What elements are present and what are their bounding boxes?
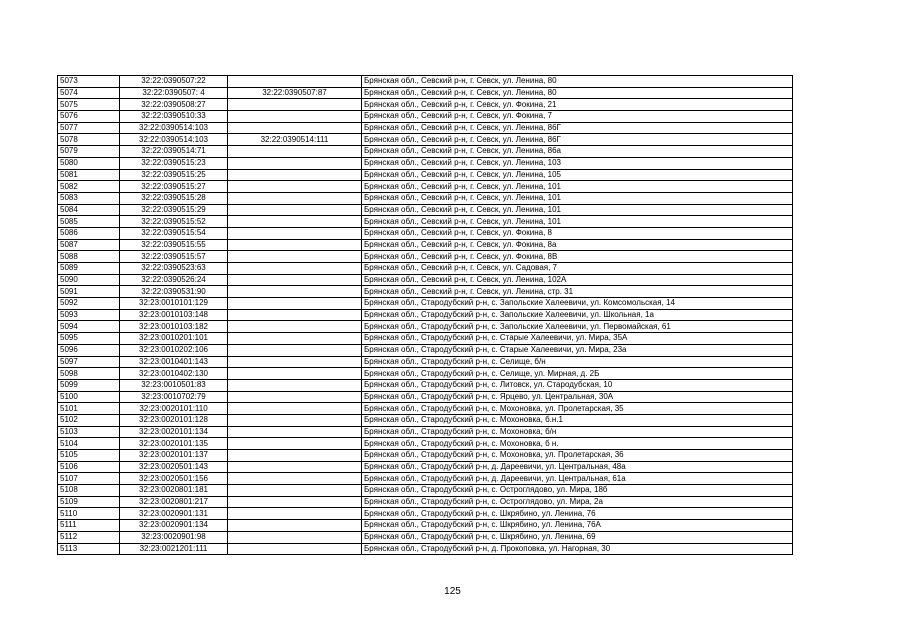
address-cell: Брянская обл., Севский р-н, г. Севск, ул. Ленина, 86а xyxy=(362,146,793,158)
row-number-cell: 5111 xyxy=(58,520,120,532)
table-row xyxy=(58,134,793,146)
address-cell: Брянская обл., Стародубский р-н, с. Мохоновка, б/н xyxy=(362,426,793,438)
row-number-cell: 5109 xyxy=(58,496,120,508)
cadastral-number-cell: 32:23:0010103:148 xyxy=(120,309,228,321)
cadastral-number-cell: 32:22:0390515:54 xyxy=(120,227,228,239)
address-cell: Брянская обл., Севский р-н, г. Севск, ул. Фокина, 8В xyxy=(362,251,793,263)
table-row xyxy=(58,87,793,99)
cadastral-number-cell: 32:23:0010501:83 xyxy=(120,379,228,391)
cadastral-number-cell: 32:22:0390515:27 xyxy=(120,181,228,193)
cadastral-number-cell: 32:23:0020101:128 xyxy=(120,414,228,426)
address-cell: Брянская обл., Севский р-н, г. Севск, ул. Фокина, 7 xyxy=(362,111,793,123)
address-cell: Брянская обл., Стародубский р-н, с. Запольские Халеевичи, ул. Первомайская, 61 xyxy=(362,321,793,333)
row-number-cell: 5112 xyxy=(58,531,120,543)
row-number-cell: 5076 xyxy=(58,111,120,123)
related-cadastral-number-cell xyxy=(228,496,362,508)
row-number-cell: 5099 xyxy=(58,379,120,391)
address-cell: Брянская обл., Стародубский р-н, с. Шкрябино, ул. Ленина, 69 xyxy=(362,531,793,543)
address-cell: Брянская обл., Стародубский р-н, с. Селище, б/н xyxy=(362,356,793,368)
related-cadastral-number-cell xyxy=(228,122,362,134)
row-number-cell: 5080 xyxy=(58,157,120,169)
cadastral-number-cell: 32:23:0020101:134 xyxy=(120,426,228,438)
address-cell: Брянская обл., Стародубский р-н, с. Старые Халеевичи, ул. Мира, 35А xyxy=(362,333,793,345)
cadastral-number-cell: 32:22:0390515:55 xyxy=(120,239,228,251)
related-cadastral-number-cell xyxy=(228,274,362,286)
address-cell: Брянская обл., Севский р-н, г. Севск, ул. Садовая, 7 xyxy=(362,263,793,275)
cadastral-number-cell: 32:22:0390514:103 xyxy=(120,134,228,146)
table-row xyxy=(58,76,793,88)
table-row xyxy=(58,438,793,450)
address-cell: Брянская обл., Севский р-н, г. Севск, ул. Фокина, 8 xyxy=(362,227,793,239)
related-cadastral-number-cell xyxy=(228,333,362,345)
address-cell: Брянская обл., Стародубский р-н, с. Мохоновка, б н. xyxy=(362,438,793,450)
address-cell: Брянская обл., Севский р-н, г. Севск, ул. Ленина, 102А xyxy=(362,274,793,286)
address-cell: Брянская обл., Севский р-н, г. Севск, ул. Ленина, 103 xyxy=(362,157,793,169)
table-row xyxy=(58,426,793,438)
address-cell: Брянская обл., Севский р-н, г. Севск, ул. Ленина, 101 xyxy=(362,204,793,216)
related-cadastral-number-cell xyxy=(228,450,362,462)
cadastral-number-cell: 32:22:0390515:57 xyxy=(120,251,228,263)
table-row xyxy=(58,344,793,356)
table-row xyxy=(58,379,793,391)
related-cadastral-number-cell xyxy=(228,520,362,532)
address-cell: Брянская обл., Стародубский р-н, с. Старые Халеевичи, ул. Мира, 23а xyxy=(362,344,793,356)
row-number-cell: 5103 xyxy=(58,426,120,438)
table-row xyxy=(58,309,793,321)
table-row xyxy=(58,204,793,216)
related-cadastral-number-cell xyxy=(228,379,362,391)
related-cadastral-number-cell xyxy=(228,508,362,520)
related-cadastral-number-cell xyxy=(228,543,362,555)
table-row xyxy=(58,356,793,368)
table-row xyxy=(58,473,793,485)
table-row xyxy=(58,157,793,169)
related-cadastral-number-cell xyxy=(228,239,362,251)
address-cell: Брянская обл., Стародубский р-н, с. Запольские Халеевичи, ул. Комсомольская, 14 xyxy=(362,298,793,310)
row-number-cell: 5098 xyxy=(58,368,120,380)
address-cell: Брянская обл., Стародубский р-н, с. Шкрябино, ул. Ленина, 76А xyxy=(362,520,793,532)
table-row xyxy=(58,99,793,111)
address-cell: Брянская обл., Севский р-н, г. Севск, ул. Фокина, 8а xyxy=(362,239,793,251)
table-row xyxy=(58,251,793,263)
cadastral-number-cell: 32:23:0020901:98 xyxy=(120,531,228,543)
table-row xyxy=(58,169,793,181)
row-number-cell: 5113 xyxy=(58,543,120,555)
row-number-cell: 5084 xyxy=(58,204,120,216)
address-cell: Брянская обл., Севский р-н, г. Севск, ул. Ленина, 80 xyxy=(362,76,793,88)
related-cadastral-number-cell: 32:22:0390507:87 xyxy=(228,87,362,99)
row-number-cell: 5083 xyxy=(58,192,120,204)
address-cell: Брянская обл., Стародубский р-н, с. Литовск, ул. Стародубская, 10 xyxy=(362,379,793,391)
row-number-cell: 5088 xyxy=(58,251,120,263)
cadastral-number-cell: 32:23:0020101:137 xyxy=(120,450,228,462)
cadastral-number-cell: 32:23:0010202:106 xyxy=(120,344,228,356)
cadastral-number-cell: 32:23:0010201:101 xyxy=(120,333,228,345)
row-number-cell: 5101 xyxy=(58,403,120,415)
table-row xyxy=(58,274,793,286)
cadastral-number-cell: 32:23:0010101:129 xyxy=(120,298,228,310)
table-row xyxy=(58,111,793,123)
row-number-cell: 5092 xyxy=(58,298,120,310)
table-row xyxy=(58,520,793,532)
table-row xyxy=(58,391,793,403)
table-row xyxy=(58,146,793,158)
table-row xyxy=(58,227,793,239)
cadastral-number-cell: 32:23:0010702:79 xyxy=(120,391,228,403)
table-row xyxy=(58,461,793,473)
related-cadastral-number-cell xyxy=(228,181,362,193)
cadastral-number-cell: 32:23:0010401:143 xyxy=(120,356,228,368)
cadastral-number-cell: 32:22:0390514:71 xyxy=(120,146,228,158)
related-cadastral-number-cell xyxy=(228,111,362,123)
related-cadastral-number-cell xyxy=(228,461,362,473)
related-cadastral-number-cell xyxy=(228,344,362,356)
table-row xyxy=(58,368,793,380)
related-cadastral-number-cell: 32:22:0390514:111 xyxy=(228,134,362,146)
related-cadastral-number-cell xyxy=(228,251,362,263)
cadastral-number-cell: 32:22:0390510:33 xyxy=(120,111,228,123)
cadastral-number-cell: 32:22:0390515:28 xyxy=(120,192,228,204)
address-cell: Брянская обл., Стародубский р-н, с. Селище, ул. Мирная, д. 2Б xyxy=(362,368,793,380)
address-cell: Брянская обл., Стародубский р-н, с. Остроглядово, ул. Мира, 2а xyxy=(362,496,793,508)
cadastral-number-cell: 32:22:0390508:27 xyxy=(120,99,228,111)
related-cadastral-number-cell xyxy=(228,146,362,158)
table-row xyxy=(58,333,793,345)
table-row xyxy=(58,543,793,555)
table-row xyxy=(58,531,793,543)
related-cadastral-number-cell xyxy=(228,192,362,204)
row-number-cell: 5108 xyxy=(58,485,120,497)
related-cadastral-number-cell xyxy=(228,76,362,88)
cadastral-number-cell: 32:23:0020901:131 xyxy=(120,508,228,520)
cadastral-number-cell: 32:23:0010103:182 xyxy=(120,321,228,333)
related-cadastral-number-cell xyxy=(228,169,362,181)
related-cadastral-number-cell xyxy=(228,391,362,403)
row-number-cell: 5105 xyxy=(58,450,120,462)
address-cell: Брянская обл., Стародубский р-н, д. Прокоповка, ул. Нагорная, 30 xyxy=(362,543,793,555)
cadastral-number-cell: 32:22:0390507:22 xyxy=(120,76,228,88)
cadastral-table xyxy=(57,75,793,555)
row-number-cell: 5085 xyxy=(58,216,120,228)
address-cell: Брянская обл., Севский р-н, г. Севск, ул. Фокина, 21 xyxy=(362,99,793,111)
cadastral-number-cell: 32:23:0020901:134 xyxy=(120,520,228,532)
table-row xyxy=(58,122,793,134)
table-row xyxy=(58,286,793,298)
related-cadastral-number-cell xyxy=(228,531,362,543)
address-cell: Брянская обл., Севский р-н, г. Севск, ул. Ленина, 105 xyxy=(362,169,793,181)
table-row xyxy=(58,414,793,426)
row-number-cell: 5094 xyxy=(58,321,120,333)
related-cadastral-number-cell xyxy=(228,414,362,426)
row-number-cell: 5110 xyxy=(58,508,120,520)
row-number-cell: 5073 xyxy=(58,76,120,88)
address-cell: Брянская обл., Стародубский р-н, с. Остроглядово, ул. Мира, 18б xyxy=(362,485,793,497)
cadastral-number-cell: 32:23:0020501:143 xyxy=(120,461,228,473)
table-row xyxy=(58,321,793,333)
row-number-cell: 5097 xyxy=(58,356,120,368)
page-number: 125 xyxy=(444,586,461,597)
address-cell: Брянская обл., Стародубский р-н, с. Мохоновка, б.н.1 xyxy=(362,414,793,426)
row-number-cell: 5093 xyxy=(58,309,120,321)
table-row xyxy=(58,216,793,228)
row-number-cell: 5102 xyxy=(58,414,120,426)
cadastral-number-cell: 32:22:0390515:52 xyxy=(120,216,228,228)
cadastral-number-cell: 32:22:0390515:25 xyxy=(120,169,228,181)
related-cadastral-number-cell xyxy=(228,204,362,216)
related-cadastral-number-cell xyxy=(228,309,362,321)
related-cadastral-number-cell xyxy=(228,321,362,333)
row-number-cell: 5090 xyxy=(58,274,120,286)
cadastral-number-cell: 32:22:0390507: 4 xyxy=(120,87,228,99)
table-row xyxy=(58,450,793,462)
row-number-cell: 5086 xyxy=(58,227,120,239)
related-cadastral-number-cell xyxy=(228,426,362,438)
related-cadastral-number-cell xyxy=(228,368,362,380)
cadastral-number-cell: 32:23:0021201:111 xyxy=(120,543,228,555)
row-number-cell: 5104 xyxy=(58,438,120,450)
table-row xyxy=(58,298,793,310)
address-cell: Брянская обл., Стародубский р-н, с. Мохоновка, ул. Пролетарская, 35 xyxy=(362,403,793,415)
table-row xyxy=(58,403,793,415)
row-number-cell: 5078 xyxy=(58,134,120,146)
row-number-cell: 5089 xyxy=(58,263,120,275)
cadastral-number-cell: 32:22:0390523:63 xyxy=(120,263,228,275)
address-cell: Брянская обл., Стародубский р-н, с. Мохоновка, ул. Пролетарская, 36 xyxy=(362,450,793,462)
cadastral-table-body xyxy=(58,76,793,555)
row-number-cell: 5091 xyxy=(58,286,120,298)
address-cell: Брянская обл., Севский р-н, г. Севск, ул. Ленина, 80 xyxy=(362,87,793,99)
address-cell: Брянская обл., Севский р-н, г. Севск, ул. Ленина, 101 xyxy=(362,216,793,228)
table-row xyxy=(58,181,793,193)
related-cadastral-number-cell xyxy=(228,99,362,111)
related-cadastral-number-cell xyxy=(228,403,362,415)
row-number-cell: 5077 xyxy=(58,122,120,134)
address-cell: Брянская обл., Севский р-н, г. Севск, ул. Ленина, 86Г xyxy=(362,122,793,134)
related-cadastral-number-cell xyxy=(228,157,362,169)
row-number-cell: 5107 xyxy=(58,473,120,485)
row-number-cell: 5087 xyxy=(58,239,120,251)
row-number-cell: 5096 xyxy=(58,344,120,356)
address-cell: Брянская обл., Стародубский р-н, с. Ярцево, ул. Центральная, 30А xyxy=(362,391,793,403)
row-number-cell: 5106 xyxy=(58,461,120,473)
cadastral-number-cell: 32:23:0020801:217 xyxy=(120,496,228,508)
cadastral-number-cell: 32:23:0020801:181 xyxy=(120,485,228,497)
address-cell: Брянская обл., Стародубский р-н, с. Шкрябино, ул. Ленина, 76 xyxy=(362,508,793,520)
related-cadastral-number-cell xyxy=(228,485,362,497)
row-number-cell: 5100 xyxy=(58,391,120,403)
cadastral-number-cell: 32:23:0020101:135 xyxy=(120,438,228,450)
related-cadastral-number-cell xyxy=(228,298,362,310)
table-row xyxy=(58,496,793,508)
related-cadastral-number-cell xyxy=(228,473,362,485)
address-cell: Брянская обл., Севский р-н, г. Севск, ул. Ленина, 101 xyxy=(362,192,793,204)
table-row xyxy=(58,192,793,204)
table-row xyxy=(58,508,793,520)
cadastral-number-cell: 32:22:0390531:90 xyxy=(120,286,228,298)
row-number-cell: 5079 xyxy=(58,146,120,158)
row-number-cell: 5095 xyxy=(58,333,120,345)
cadastral-number-cell: 32:23:0020101:110 xyxy=(120,403,228,415)
row-number-cell: 5074 xyxy=(58,87,120,99)
row-number-cell: 5075 xyxy=(58,99,120,111)
address-cell: Брянская обл., Стародубский р-н, с. Запольские Халеевичи, ул. Школьная, 1а xyxy=(362,309,793,321)
cadastral-number-cell: 32:22:0390514:103 xyxy=(120,122,228,134)
related-cadastral-number-cell xyxy=(228,263,362,275)
table-row xyxy=(58,485,793,497)
address-cell: Брянская обл., Севский р-н, г. Севск, ул. Ленина, 86Г xyxy=(362,134,793,146)
address-cell: Брянская обл., Стародубский р-н, д. Дареевичи, ул. Центральная, 48а xyxy=(362,461,793,473)
cadastral-number-cell: 32:22:0390515:29 xyxy=(120,204,228,216)
related-cadastral-number-cell xyxy=(228,216,362,228)
cadastral-number-cell: 32:23:0010402:130 xyxy=(120,368,228,380)
address-cell: Брянская обл., Севский р-н, г. Севск, ул. Ленина, 101 xyxy=(362,181,793,193)
cadastral-number-cell: 32:22:0390515:23 xyxy=(120,157,228,169)
related-cadastral-number-cell xyxy=(228,227,362,239)
related-cadastral-number-cell xyxy=(228,438,362,450)
row-number-cell: 5081 xyxy=(58,169,120,181)
related-cadastral-number-cell xyxy=(228,356,362,368)
related-cadastral-number-cell xyxy=(228,286,362,298)
address-cell: Брянская обл., Стародубский р-н, д. Дареевичи, ул. Центральная, 61а xyxy=(362,473,793,485)
cadastral-number-cell: 32:22:0390526:24 xyxy=(120,274,228,286)
table-row xyxy=(58,263,793,275)
table-row xyxy=(58,239,793,251)
address-cell: Брянская обл., Севский р-н, г. Севск, ул. Ленина, стр. 31 xyxy=(362,286,793,298)
row-number-cell: 5082 xyxy=(58,181,120,193)
cadastral-number-cell: 32:23:0020501:156 xyxy=(120,473,228,485)
